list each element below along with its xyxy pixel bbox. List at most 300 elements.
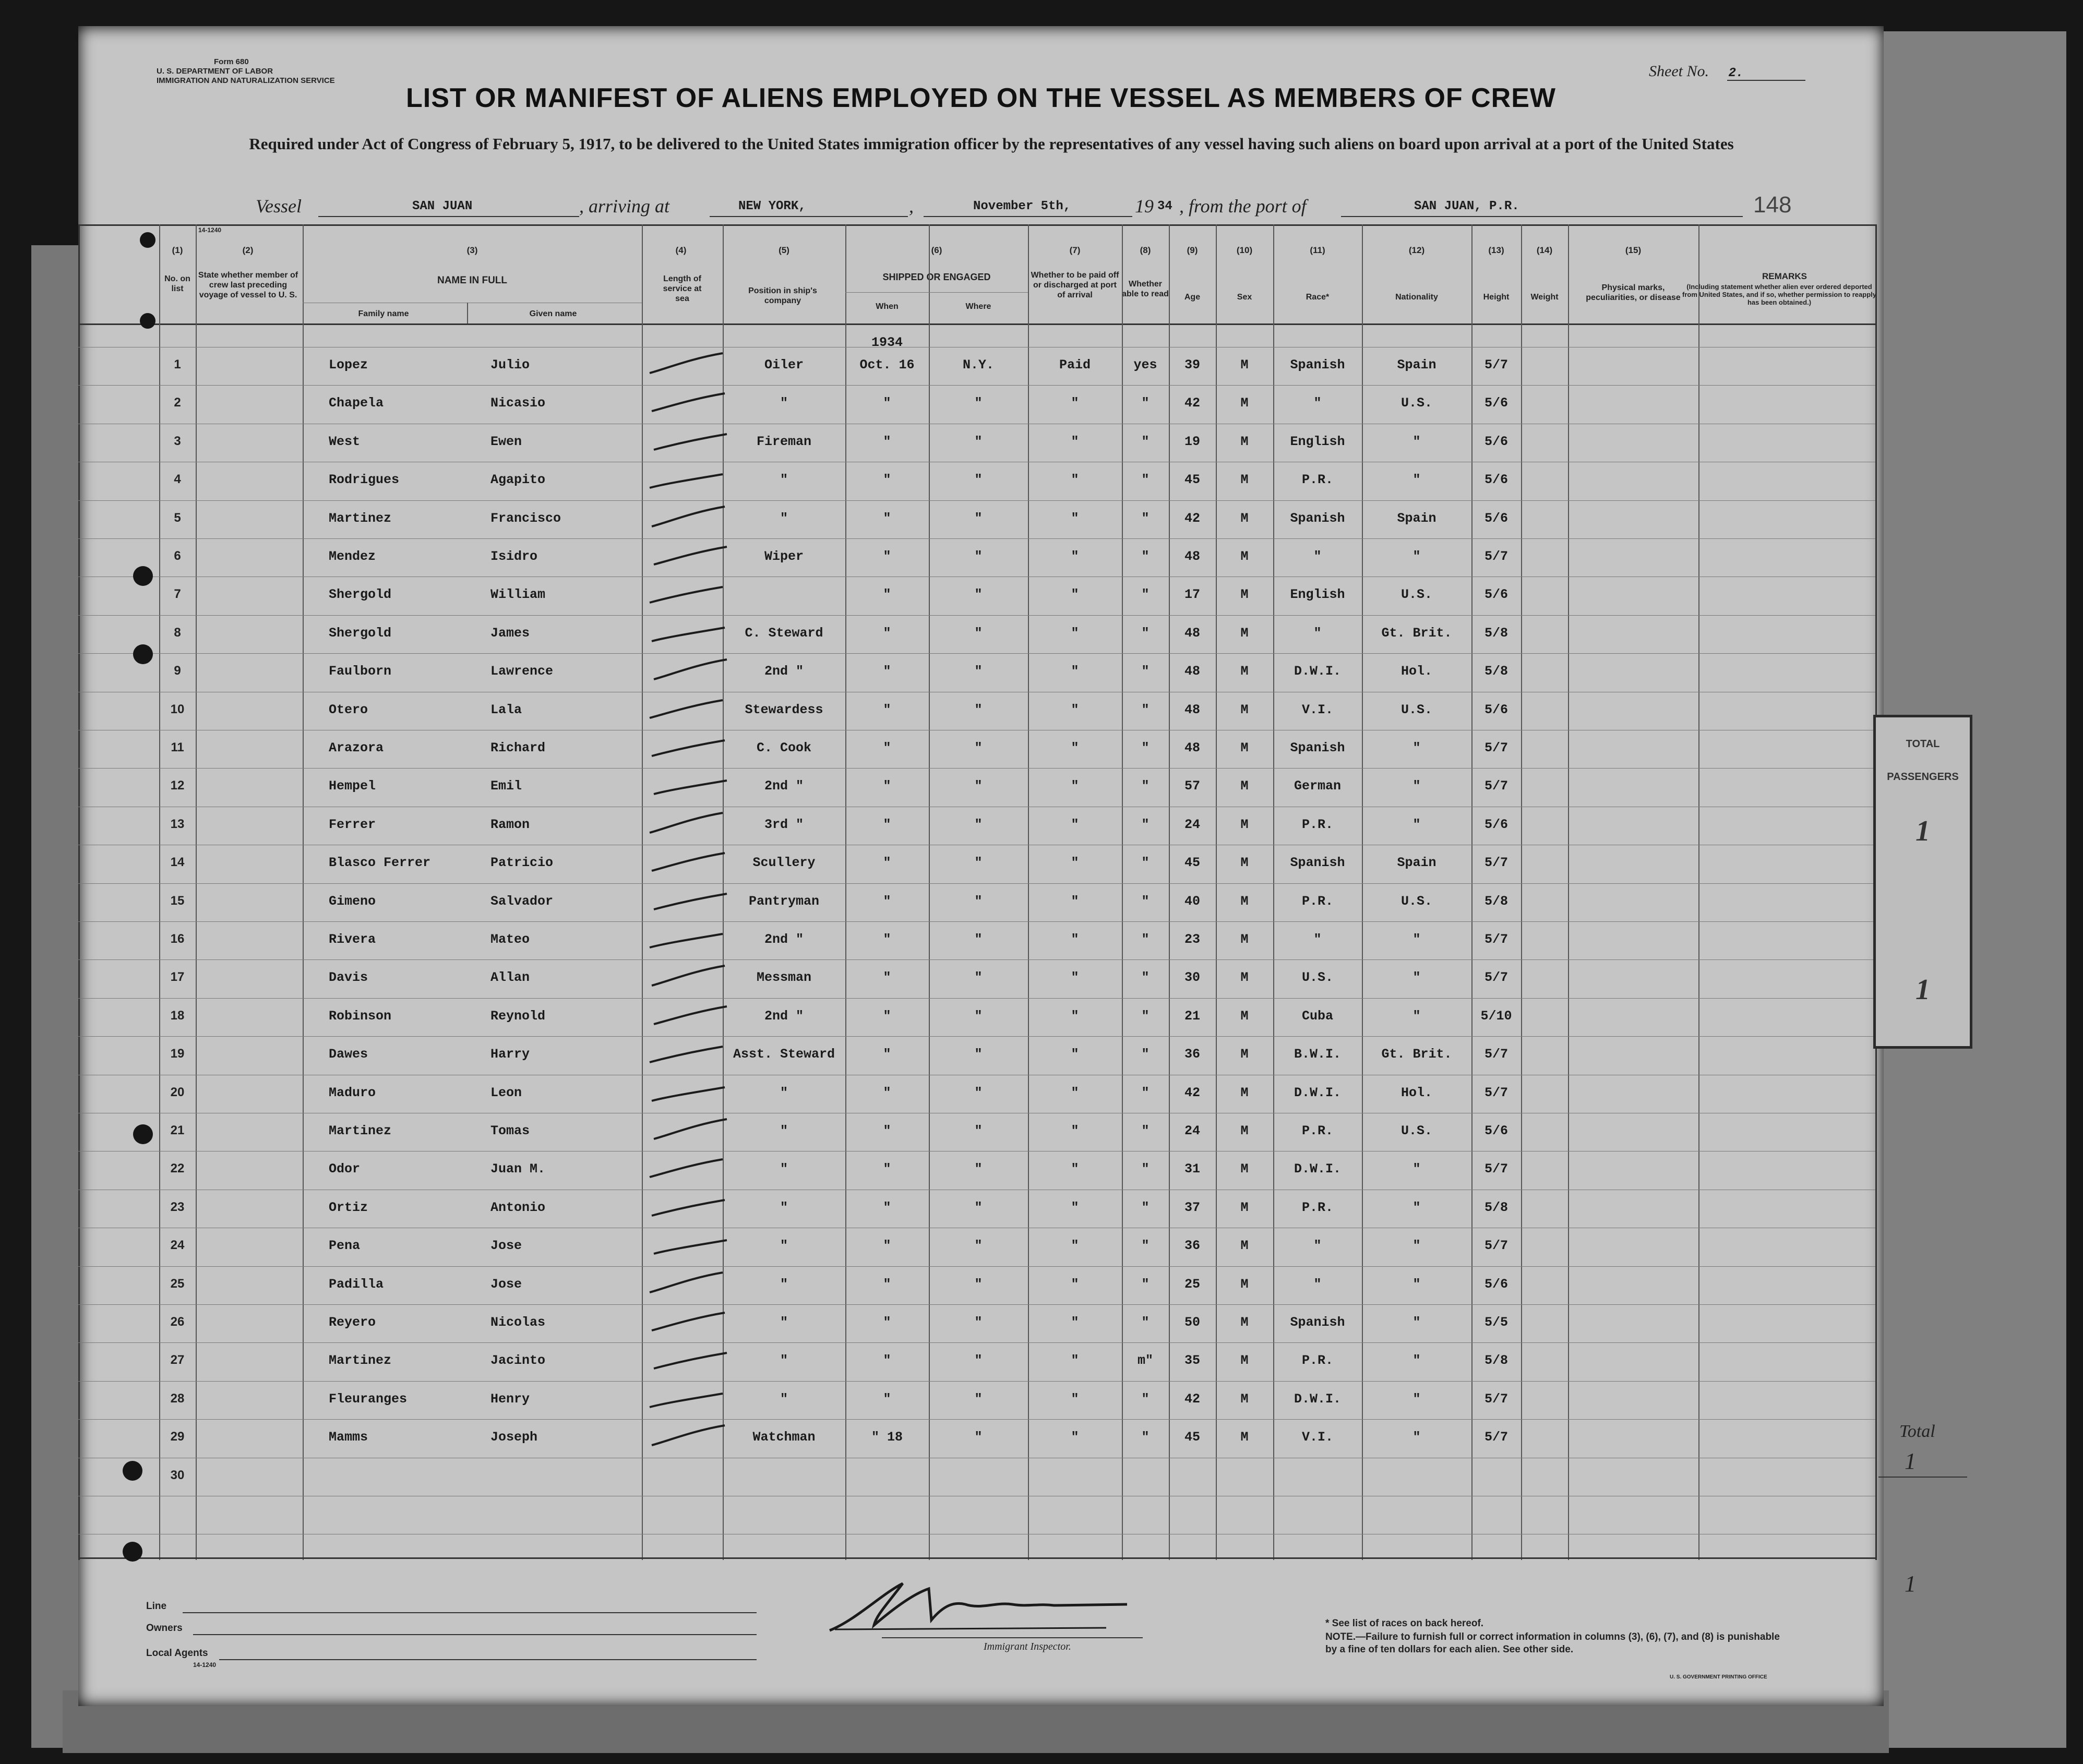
cell-position: 3rd " <box>764 817 804 832</box>
cell-when: " <box>883 395 891 411</box>
cell-age: 48 <box>1184 702 1200 717</box>
row-rule <box>78 1342 1875 1343</box>
cell-read: " <box>1141 817 1150 832</box>
page-title: LIST OR MANIFEST OF ALIENS EMPLOYED ON THE VESSEL AS MEMBERS OF CREW <box>406 83 1556 113</box>
cell-when: " <box>883 1391 891 1407</box>
cell-height: 5/7 <box>1484 1161 1508 1177</box>
cell-race: " <box>1313 549 1322 564</box>
cell-family: Rodrigues <box>329 472 400 488</box>
cell-race: V.I. <box>1301 702 1333 717</box>
cell-where: " <box>974 434 983 449</box>
cell-where: " <box>974 510 983 526</box>
col-num-5: (5) <box>779 245 789 255</box>
service-checkmark <box>647 616 730 647</box>
vessel-name: SAN JUAN <box>412 199 473 213</box>
sheet-underline <box>1727 80 1805 81</box>
stamp-line-1: TOTAL <box>1906 738 1940 750</box>
cell-no: 25 <box>170 1276 185 1291</box>
col-label-weight: Weight <box>1530 293 1559 302</box>
binder-hole <box>123 1461 142 1481</box>
cell-sex: M <box>1240 549 1249 564</box>
cell-race: Spanish <box>1290 1315 1345 1330</box>
cell-no: 18 <box>170 1008 185 1023</box>
name-split-rule <box>467 303 468 323</box>
cell-given: Patricio <box>490 855 554 871</box>
cell-nationality: " <box>1412 1391 1421 1407</box>
form-info <box>157 57 335 86</box>
cell-given: Lala <box>490 702 522 717</box>
cell-where: " <box>974 1199 983 1215</box>
cell-height: 5/7 <box>1484 778 1508 794</box>
cell-when: " <box>883 1238 891 1254</box>
cell-nationality: " <box>1412 817 1421 832</box>
cell-height: 5/6 <box>1484 1123 1508 1138</box>
service-checkmark <box>649 1229 732 1260</box>
cell-race: " <box>1313 1238 1322 1254</box>
cell-race: English <box>1290 434 1345 449</box>
service-checkmark <box>644 1382 728 1413</box>
cell-age: 37 <box>1184 1199 1200 1215</box>
cell-family: Robinson <box>329 1008 392 1024</box>
cell-where: " <box>974 702 983 717</box>
footer-printer: U. S. GOVERNMENT PRINTING OFFICE <box>1670 1674 1767 1680</box>
cell-where: " <box>974 1123 983 1138</box>
cell-no: 21 <box>170 1123 185 1137</box>
cell-paid: " <box>1071 1123 1079 1138</box>
cell-when: " <box>883 1123 891 1138</box>
cell-age: 45 <box>1184 1430 1200 1445</box>
service-checkmark <box>647 961 730 992</box>
cell-race: Spanish <box>1290 740 1345 755</box>
year-suffix: 34 <box>1157 199 1172 213</box>
cell-sex: M <box>1240 510 1249 526</box>
cell-where: " <box>974 778 983 794</box>
cell-family: Martinez <box>329 1353 392 1369</box>
cell-position: " <box>780 1315 788 1330</box>
cell-nationality: Spain <box>1397 357 1436 373</box>
col-label-age: Age <box>1184 293 1201 302</box>
sheet-number-block <box>1649 63 1743 80</box>
cell-family: Davis <box>329 970 368 986</box>
cell-when: " <box>883 472 891 488</box>
total-label: Total <box>1899 1422 1935 1441</box>
row-rule <box>78 883 1875 884</box>
cell-height: 5/6 <box>1484 587 1508 603</box>
cell-race: U.S. <box>1301 970 1333 986</box>
col-num-11: (11) <box>1310 245 1325 255</box>
stamped-number: 148 <box>1753 192 1792 218</box>
cell-when: " <box>883 1315 891 1330</box>
cell-position: " <box>780 510 788 526</box>
service-checkmark <box>644 693 728 724</box>
cell-read: " <box>1141 1008 1150 1024</box>
cell-age: 35 <box>1184 1353 1200 1369</box>
cell-race: P.R. <box>1301 893 1333 909</box>
cell-when: " <box>883 778 891 794</box>
cell-position: " <box>780 1353 788 1369</box>
cell-given: James <box>490 625 530 641</box>
cell-height: 5/6 <box>1484 817 1508 832</box>
cell-height: 5/10 <box>1480 1008 1512 1024</box>
cell-nationality: " <box>1412 1276 1421 1292</box>
cell-race: " <box>1313 625 1322 641</box>
service-checkmark <box>647 386 730 417</box>
cell-read: " <box>1141 1123 1150 1138</box>
cell-race: P.R. <box>1301 472 1333 488</box>
cell-position: " <box>780 1238 788 1254</box>
col-label-read: Whether able to read <box>1122 280 1169 298</box>
cell-height: 5/6 <box>1484 395 1508 411</box>
cell-given: Jose <box>490 1276 522 1292</box>
row-rule <box>78 998 1875 999</box>
voyage-line <box>78 192 1884 223</box>
col-label-when: When <box>876 302 899 311</box>
cell-paid: " <box>1071 740 1079 755</box>
service-checkmark <box>649 884 732 916</box>
total-value-1: 1 <box>1905 1448 1916 1474</box>
cell-paid: " <box>1071 1430 1079 1445</box>
cell-where: " <box>974 472 983 488</box>
cell-read: " <box>1141 510 1150 526</box>
cell-no: 17 <box>170 970 185 985</box>
cell-family: Chapela <box>329 395 384 411</box>
cell-race: Spanish <box>1290 510 1345 526</box>
col-num-6: (6) <box>931 245 942 255</box>
cell-read: " <box>1141 434 1150 449</box>
footer-owners-underline <box>193 1634 757 1635</box>
service-checkmark <box>644 578 728 609</box>
cell-no: 16 <box>170 932 185 946</box>
col-label-given: Given name <box>529 309 577 318</box>
cell-no: 27 <box>170 1353 185 1367</box>
cell-sex: M <box>1240 395 1249 411</box>
cell-given: Nicolas <box>490 1315 546 1330</box>
row-rule <box>78 1266 1875 1267</box>
cell-family: Pena <box>329 1238 361 1254</box>
cell-read: " <box>1141 778 1150 794</box>
cell-family: Rivera <box>329 932 376 947</box>
cell-family: Maduro <box>329 1085 376 1100</box>
cell-when: " <box>883 510 891 526</box>
cell-age: 42 <box>1184 1085 1200 1100</box>
cell-age: 50 <box>1184 1315 1200 1330</box>
cell-family: Odor <box>329 1161 361 1177</box>
total-underline <box>1878 1477 1967 1478</box>
cell-height: 5/7 <box>1484 932 1508 947</box>
cell-paid: " <box>1071 472 1079 488</box>
cell-no: 23 <box>170 1199 185 1214</box>
cell-age: 23 <box>1184 932 1200 947</box>
cell-age: 40 <box>1184 893 1200 909</box>
cell-given: Jose <box>490 1238 522 1254</box>
cell-nationality: U.S. <box>1400 587 1432 603</box>
cell-where: " <box>974 1238 983 1254</box>
cell-age: 42 <box>1184 395 1200 411</box>
cell-race: P.R. <box>1301 1353 1333 1369</box>
cell-height: 5/6 <box>1484 702 1508 717</box>
column-rule <box>303 224 304 1560</box>
cell-nationality: Gt. Brit. <box>1381 625 1452 641</box>
cell-when: " <box>883 702 891 717</box>
stamp-mark-1: 1 <box>1916 815 1930 847</box>
cell-where: " <box>974 1391 983 1407</box>
cell-race: " <box>1313 1276 1322 1292</box>
from-port: SAN JUAN, P.R. <box>1414 199 1519 213</box>
cell-position: " <box>780 1199 788 1215</box>
service-checkmark <box>649 654 732 686</box>
cell-paid: " <box>1071 395 1079 411</box>
service-checkmark <box>649 1343 732 1375</box>
row-rule <box>78 959 1875 960</box>
cell-read: " <box>1141 625 1150 641</box>
col-num-4: (4) <box>675 245 687 255</box>
footer-note-penalty: NOTE.—Failure to furnish full or correct information in columns (3), (6), (7), and (8) is punishable by a fine of ten dollars for each alien. See other side. <box>1325 1631 1780 1655</box>
service-checkmark <box>649 769 732 800</box>
footer-owners-label: Owners <box>146 1623 183 1634</box>
cell-read: m" <box>1137 1353 1153 1369</box>
cell-paid: " <box>1071 1161 1079 1177</box>
cell-no: 14 <box>170 855 185 870</box>
cell-paid: " <box>1071 817 1079 832</box>
col-num-8: (8) <box>1140 245 1151 255</box>
cell-paid: " <box>1071 778 1079 794</box>
cell-given: Antonio <box>490 1199 546 1215</box>
cell-sex: M <box>1240 1161 1249 1177</box>
cell-height: 5/6 <box>1484 1276 1508 1292</box>
cell-race: P.R. <box>1301 817 1333 832</box>
cell-position: " <box>780 1391 788 1407</box>
cell-given: Nicasio <box>490 395 546 411</box>
cell-height: 5/8 <box>1484 893 1508 909</box>
cell-height: 5/7 <box>1484 357 1508 373</box>
cell-read: " <box>1141 932 1150 947</box>
comma-sep: , <box>909 196 914 217</box>
cell-family: Shergold <box>329 625 392 641</box>
cell-family: Lopez <box>329 357 368 373</box>
col-label-where: Where <box>965 302 991 311</box>
cell-where: " <box>974 817 983 832</box>
cell-sex: M <box>1240 625 1249 641</box>
cell-family: Martinez <box>329 510 392 526</box>
row-rule <box>78 653 1875 654</box>
cell-position: " <box>780 1276 788 1292</box>
cell-nationality: U.S. <box>1400 1123 1432 1138</box>
col-label-state: State whether member of crew last preceding voyage of vessel to U. S. <box>198 271 298 299</box>
col-num-14: (14) <box>1536 245 1553 255</box>
cell-sex: M <box>1240 702 1249 717</box>
column-rule <box>78 224 80 1560</box>
col-num-13: (13) <box>1488 245 1504 255</box>
cell-read: " <box>1141 1085 1150 1100</box>
cell-nationality: " <box>1412 1161 1421 1177</box>
cell-family: Mendez <box>329 549 376 564</box>
col-label-family: Family name <box>358 309 409 318</box>
cell-read: " <box>1141 740 1150 755</box>
col-label-paid: Whether to be paid off or discharged at port of arrival <box>1031 271 1119 299</box>
service-checkmark <box>647 731 730 762</box>
cell-given: Joseph <box>490 1430 538 1445</box>
cell-given: Julio <box>490 357 530 373</box>
cell-no: 8 <box>174 625 181 640</box>
cell-height: 5/5 <box>1484 1315 1508 1330</box>
cell-where: " <box>974 1353 983 1369</box>
cell-where: " <box>974 1430 983 1445</box>
from-underline <box>1341 216 1743 217</box>
cell-no: 2 <box>174 395 181 410</box>
cell-given: Francisco <box>490 510 561 526</box>
cell-no: 22 <box>170 1161 185 1176</box>
cell-given: Harry <box>490 1047 530 1062</box>
cell-sex: M <box>1240 740 1249 755</box>
footer-agents-underline <box>219 1659 757 1660</box>
department: U. S. DEPARTMENT OF LABOR <box>157 67 273 76</box>
cell-where: " <box>974 395 983 411</box>
vessel-label: Vessel <box>256 196 302 217</box>
cell-height: 5/7 <box>1484 1391 1508 1407</box>
cell-nationality: " <box>1412 740 1421 755</box>
col-label-sex: Sex <box>1237 293 1252 302</box>
cell-when: " <box>883 817 891 832</box>
inspector-underline <box>882 1637 1143 1638</box>
col-num-3: (3) <box>466 245 478 255</box>
cell-family: Otero <box>329 702 368 717</box>
cell-no: 15 <box>170 893 185 908</box>
cell-family: Martinez <box>329 1123 392 1138</box>
form-number: Form 680 <box>214 57 249 66</box>
cell-where: N.Y. <box>962 357 994 373</box>
cell-no: 28 <box>170 1391 185 1406</box>
cell-sex: M <box>1240 970 1249 986</box>
col-label-remarks-note: (Including statement whether alien ever ordered deported from United States, and if so, whether permission to reapply has been obtained.) <box>1682 283 1876 306</box>
cell-height: 5/8 <box>1484 1353 1508 1369</box>
cell-no: 4 <box>174 472 181 487</box>
cell-age: 17 <box>1184 587 1200 603</box>
arriving-label: , arriving at <box>579 196 670 217</box>
cell-race: D.W.I. <box>1294 1391 1341 1407</box>
cell-position: C. Steward <box>745 625 823 641</box>
cell-where: " <box>974 1315 983 1330</box>
cell-height: 5/7 <box>1484 1047 1508 1062</box>
cell-race: Cuba <box>1301 1008 1333 1024</box>
cell-where: " <box>974 549 983 564</box>
cell-sex: M <box>1240 1430 1249 1445</box>
binder-hole <box>140 232 155 248</box>
footer-note-races: * See list of races on back hereof. <box>1325 1618 1484 1629</box>
col-num-15: (15) <box>1625 245 1642 255</box>
cell-position: 2nd " <box>764 1008 804 1024</box>
cell-sex: M <box>1240 472 1249 488</box>
col-label-height: Height <box>1483 293 1510 302</box>
cell-nationality: U.S. <box>1400 702 1432 717</box>
cell-read: yes <box>1133 357 1157 373</box>
page-subtitle: Required under Act of Congress of February 5, 1917, to be delivered to the United States immigration officer by the representatives of any vessel having such aliens on board upon arrival at a port of the United States <box>249 135 1734 153</box>
col-label-no: No. on list <box>164 274 190 293</box>
cell-position: Stewardess <box>745 702 823 717</box>
cell-when: " <box>883 893 891 909</box>
cell-given: Richard <box>490 740 546 755</box>
cell-nationality: " <box>1412 549 1421 564</box>
cell-paid: " <box>1071 893 1079 909</box>
cell-position: Wiper <box>764 549 804 564</box>
column-rule <box>642 224 643 1560</box>
date-underline <box>924 216 1132 217</box>
cell-race: D.W.I. <box>1294 1161 1341 1177</box>
cell-paid: " <box>1071 1047 1079 1062</box>
cell-no: 9 <box>174 664 181 678</box>
row-rule <box>78 538 1875 539</box>
cell-given: Mateo <box>490 932 530 947</box>
cell-position: " <box>780 1085 788 1100</box>
cell-read: " <box>1141 893 1150 909</box>
cell-sex: M <box>1240 1315 1249 1330</box>
row-rule <box>78 1036 1875 1037</box>
col-label-length: Length of service at sea <box>663 274 702 303</box>
stamp-mark-2: 1 <box>1916 974 1930 1006</box>
cell-nationality: " <box>1412 778 1421 794</box>
cell-when: " <box>883 740 891 755</box>
cell-age: 21 <box>1184 1008 1200 1024</box>
passenger-total-stamp <box>1873 715 1972 1049</box>
cell-age: 57 <box>1184 778 1200 794</box>
cell-where: " <box>974 932 983 947</box>
cell-when: " <box>883 1353 891 1369</box>
cell-age: 42 <box>1184 510 1200 526</box>
cell-nationality: " <box>1412 1199 1421 1215</box>
footer-agents-label: Local Agents <box>146 1648 208 1659</box>
footer-form-code: 14-1240 <box>193 1661 217 1669</box>
cell-nationality: " <box>1412 1430 1421 1445</box>
cell-nationality: " <box>1412 1238 1421 1254</box>
sheet-number: 2. <box>1728 66 1744 80</box>
cell-no: 13 <box>170 817 185 831</box>
inspector-signature <box>824 1573 1138 1636</box>
cell-nationality: " <box>1412 1008 1421 1024</box>
cell-paid: " <box>1071 1315 1079 1330</box>
cell-paid: " <box>1071 625 1079 641</box>
cell-when: " <box>883 625 891 641</box>
cell-sex: M <box>1240 664 1249 679</box>
table-bottom-border <box>78 1557 1875 1559</box>
binder-hole <box>133 1124 153 1144</box>
binder-hole <box>133 566 153 586</box>
cell-height: 5/6 <box>1484 472 1508 488</box>
cell-height: 5/7 <box>1484 855 1508 871</box>
cell-read: " <box>1141 664 1150 679</box>
cell-paid: " <box>1071 1353 1079 1369</box>
col-num-10: (10) <box>1236 245 1253 255</box>
arriving-underline <box>710 216 908 217</box>
cell-race: " <box>1313 395 1322 411</box>
cell-sex: M <box>1240 1276 1249 1292</box>
cell-height: 5/8 <box>1484 625 1508 641</box>
cell-height: 5/8 <box>1484 1199 1508 1215</box>
row-rule <box>78 1304 1875 1305</box>
cell-paid: " <box>1071 1276 1079 1292</box>
total-value-2: 1 <box>1905 1571 1916 1597</box>
cell-no: 11 <box>171 740 184 754</box>
cell-family: Gimeno <box>329 893 376 909</box>
cell-age: 24 <box>1184 1123 1200 1138</box>
cell-where: " <box>974 1008 983 1024</box>
cell-read: " <box>1141 1161 1150 1177</box>
cell-height: 5/7 <box>1484 1430 1508 1445</box>
cell-where: " <box>974 1161 983 1177</box>
cell-where: " <box>974 625 983 641</box>
cell-paid: " <box>1071 434 1079 449</box>
cell-no: 26 <box>170 1315 185 1329</box>
column-rule <box>1521 224 1522 1560</box>
cell-position: " <box>780 1161 788 1177</box>
